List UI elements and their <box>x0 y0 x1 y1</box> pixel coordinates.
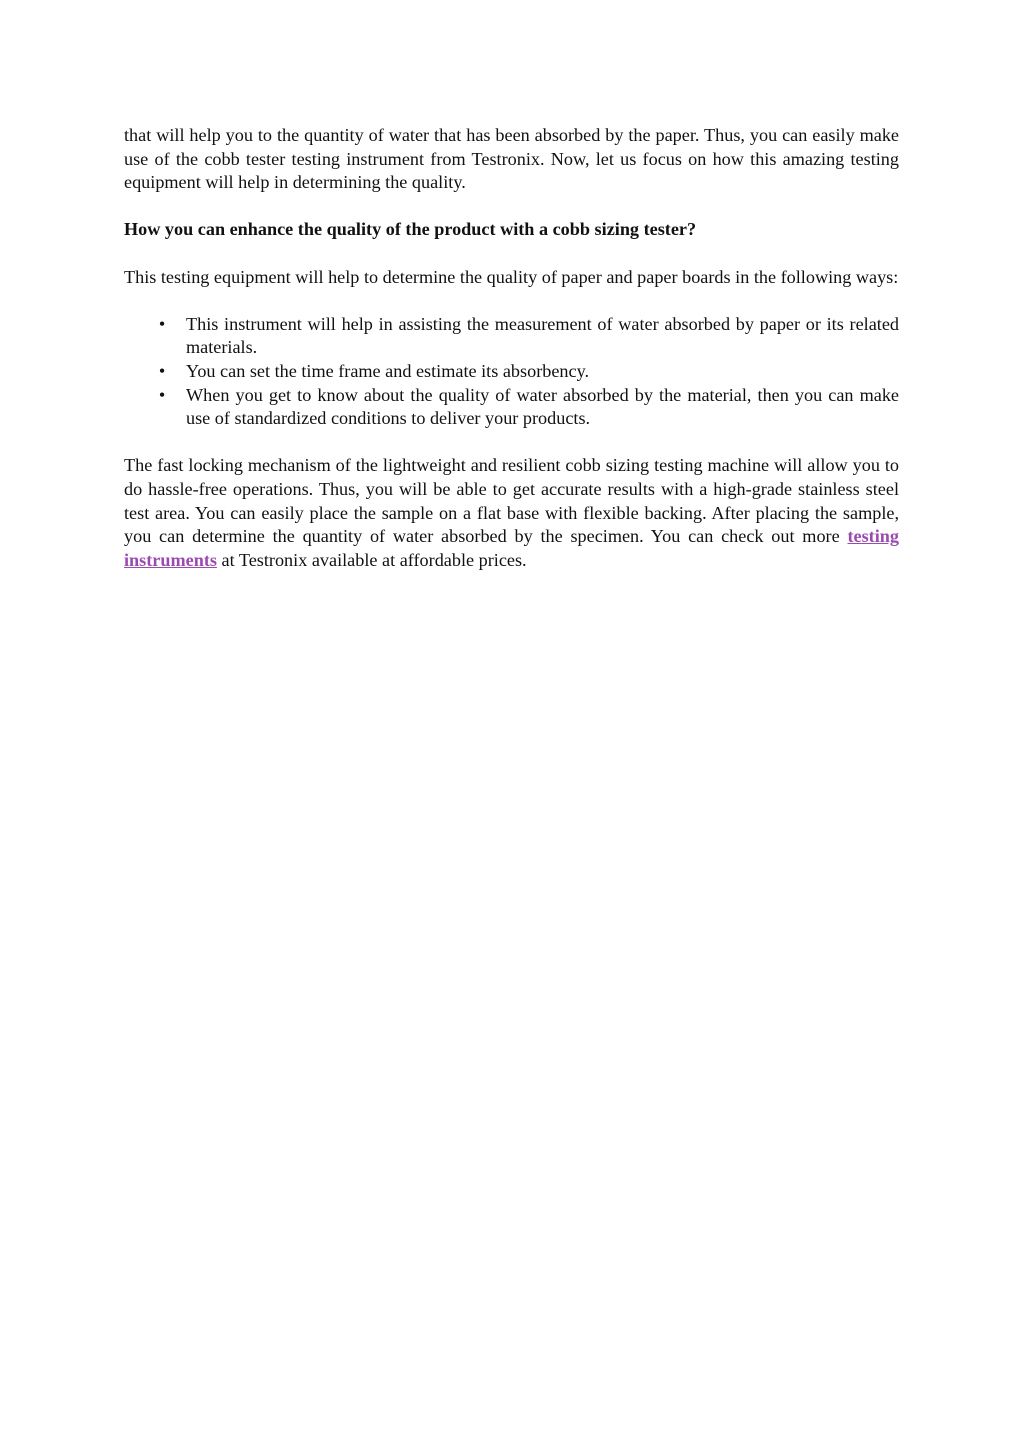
section-heading: How you can enhance the quality of the product with a cobb sizing tester? <box>124 219 697 240</box>
list-item-text: This instrument will help in assisting the measurement of water absorbed by paper or its related materials. <box>186 313 899 358</box>
closing-paragraph <box>124 454 899 572</box>
list-item <box>124 384 899 431</box>
list-item <box>124 313 899 360</box>
closing-text-before-link: The fast locking mechanism of the lightweight and resilient cobb sizing testing machine will allow you to do hassle-free operations. Thus, you will be able to get accurate results with a high-grade stainless steel test area. You can easily place the sample on a flat base with flexible backing. After placing the sample, you can determine the quantity of water absorbed by the specimen. You can check out more <box>124 455 899 547</box>
list-item-text: When you get to know about the quality of water absorbed by the material, then you can make use of standardized conditions to deliver your products. <box>186 384 899 429</box>
bullet-icon: • <box>158 384 166 405</box>
testing-instruments-link[interactable]: testing instruments <box>124 526 899 570</box>
bullet-list <box>124 313 899 431</box>
bullet-icon: • <box>158 360 166 381</box>
list-item <box>124 360 899 384</box>
closing-text-after-link: at Testronix available at affordable prices. <box>216 549 527 570</box>
intro-paragraph: that will help you to the quantity of water that has been absorbed by the paper. Thus, you can easily make use of the cobb tester testing instrument from Testronix. Now, let us focus on how this amazing testing equipment will help in determining the quality. <box>124 125 899 193</box>
list-item-text: You can set the time frame and estimate its absorbency. <box>186 360 590 381</box>
document-body <box>124 124 899 596</box>
bullet-icon: • <box>158 313 166 334</box>
lead-paragraph: This testing equipment will help to determine the quality of paper and paper boards in the following ways: <box>124 266 899 287</box>
